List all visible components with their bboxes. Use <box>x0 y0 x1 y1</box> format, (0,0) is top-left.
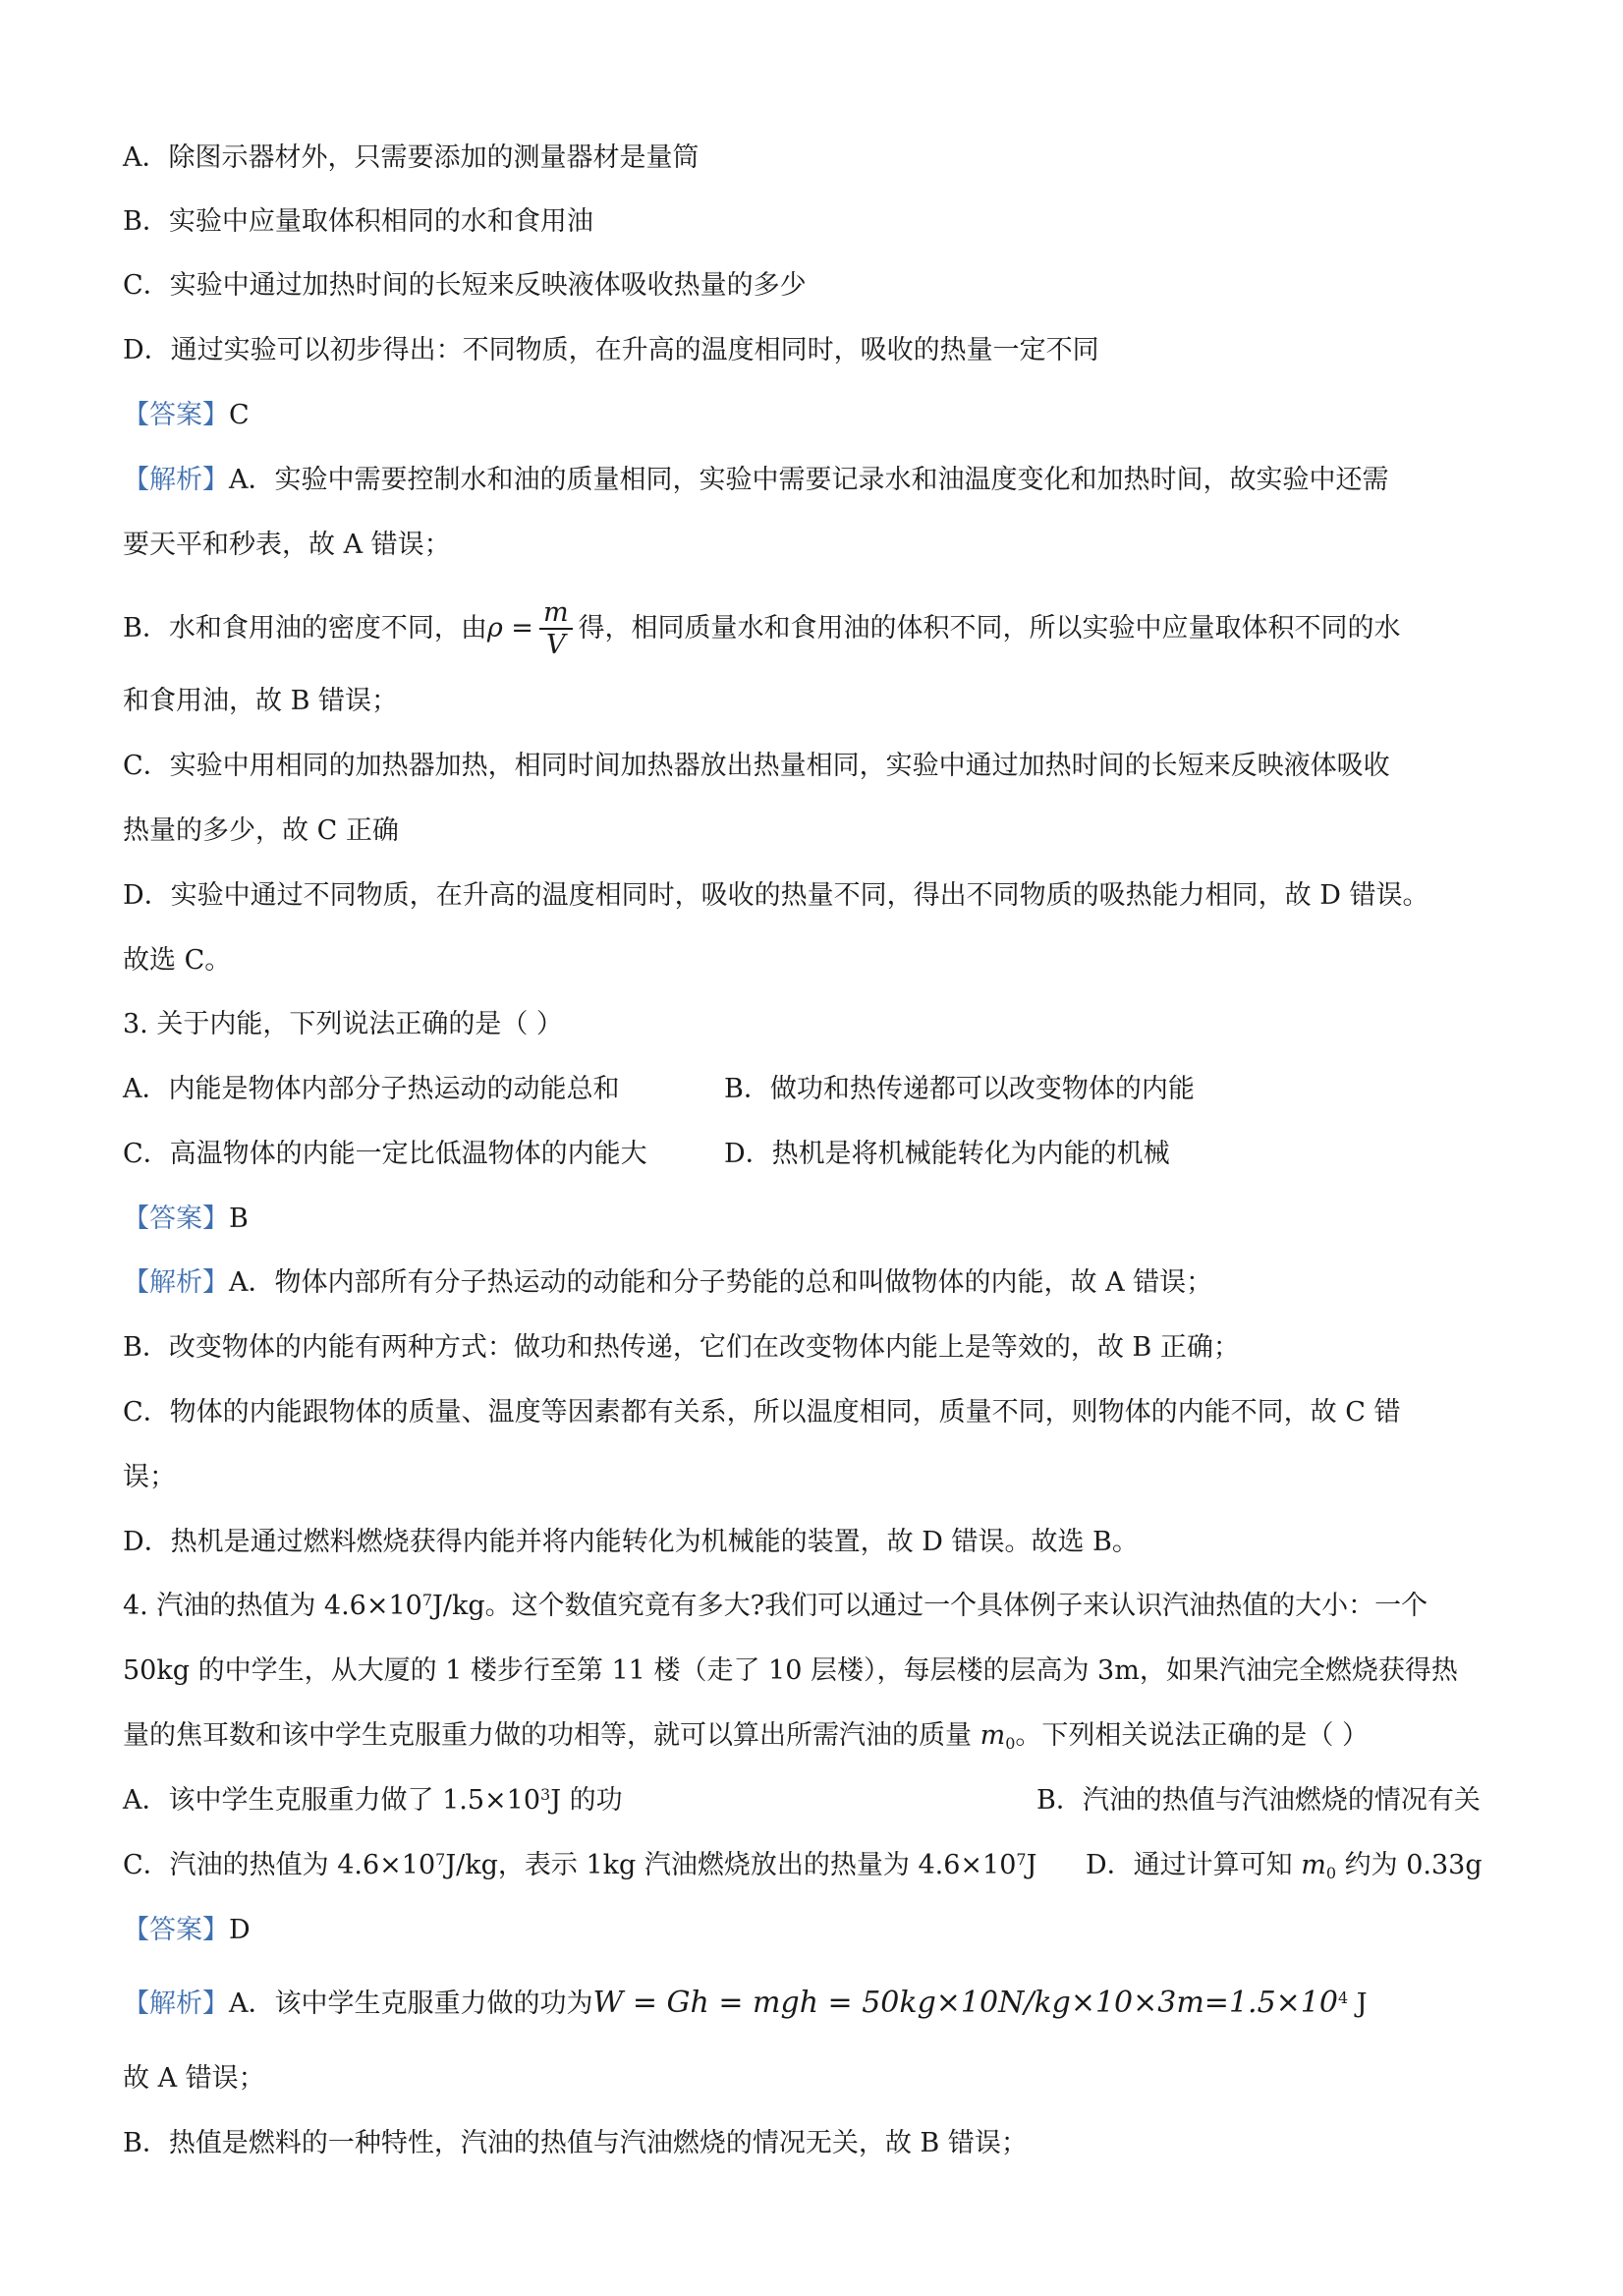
q4-analysis-b: B．热值是燃料的一种特性，汽油的热值与汽油燃烧的情况无关，故 B 错误； <box>123 2128 1028 2158</box>
q2-option-d: D．通过实验可以初步得出：不同物质，在升高的温度相同时，吸收的热量一定不同 <box>123 335 1099 365</box>
analysis-text: A．该中学生克服重力做的功为 <box>229 1988 593 2019</box>
option-text: J 的功 <box>550 1785 623 1816</box>
q4-analysis-a <box>123 1984 1515 2024</box>
analysis-tag: 【解析】 <box>123 1267 229 1298</box>
stem-text: 量的焦耳数和该中学生克服重力做的功相等，就可以算出所需汽油的质量 <box>123 1720 980 1751</box>
q4-stem-line3 <box>123 1716 1515 1756</box>
q3-option-d: D．热机是将机械能转化为内能的机械 <box>724 1139 1170 1169</box>
q2-answer <box>123 396 1515 435</box>
q3-analysis-b: B．改变物体的内能有两种方式：做功和热传递，它们在改变物体内能上是等效的，故 B 正确； <box>123 1332 1240 1363</box>
exponent: 3 <box>540 1785 551 1804</box>
work-formula: W = Gh = mgh = 50kg×10N/kg×10×3m=1.5×10 <box>592 1986 1338 2020</box>
answer-tag: 【答案】 <box>123 1915 229 1945</box>
exponent: 7 <box>1016 1850 1027 1869</box>
q2-analysis-b-cont: 和食用油，故 B 错误； <box>123 686 399 716</box>
q4-stem-line1 <box>123 1587 1515 1626</box>
q4-option-b: B．汽油的热值与汽油燃烧的情况有关 <box>1036 1785 1481 1816</box>
q3-analysis-d: D．热机是通过燃料燃烧获得内能并将内能转化为机械能的装置，故 D 错误。故选 B。 <box>123 1527 1139 1557</box>
option-text: A．该中学生克服重力做了 1.5×10 <box>123 1785 540 1816</box>
q2-option-a: A．除图示器材外，只需要添加的测量器材是量筒 <box>123 142 700 173</box>
q4-option-c <box>123 1850 1036 1880</box>
option-text: 约为 0.33g <box>1336 1850 1483 1880</box>
mass-symbol: m <box>1301 1850 1326 1880</box>
mass-symbol: m <box>979 1720 1006 1751</box>
q2-analysis-d: D．实验中通过不同物质，在升高的温度相同时，吸收的热量不同，得出不同物质的吸热能力相同，故 D 错误。 <box>123 880 1429 911</box>
answer-value: B <box>229 1204 249 1234</box>
q2-analysis-c-cont: 热量的多少，故 C 正确 <box>123 815 399 846</box>
fraction-numerator: m <box>539 598 573 630</box>
q3-stem: 3. 关于内能，下列说法正确的是（ ） <box>123 1009 563 1039</box>
answer-tag: 【答案】 <box>123 1204 229 1234</box>
q4-stem-line2: 50kg 的中学生，从大厦的 1 楼步行至第 11 楼（走了 10 层楼），每层楼的层高为 3m，如果汽油完全燃烧获得热 <box>123 1655 1458 1686</box>
analysis-text: 得，相同质量水和食用油的体积不同，所以实验中应量取体积不同的水 <box>578 613 1401 644</box>
stem-text: J/kg。这个数值究竟有多大?我们可以通过一个具体例子来认识汽油热值的大小：一个 <box>432 1591 1428 1621</box>
q2-option-b: B．实验中应量取体积相同的水和食用油 <box>123 206 593 237</box>
option-text: D．通过计算可知 <box>1086 1850 1302 1880</box>
stem-text: 。下列相关说法正确的是（ ） <box>1015 1720 1369 1751</box>
subscript: 0 <box>1005 1734 1016 1753</box>
analysis-text: B．水和食用油的密度不同，由 <box>123 613 487 644</box>
q3-option-a: A．内能是物体内部分子热运动的动能总和 <box>123 1074 620 1104</box>
q3-options-row2 <box>123 1135 1515 1174</box>
exponent: 7 <box>421 1591 433 1609</box>
density-fraction <box>539 598 573 661</box>
fraction-denominator: V <box>545 629 566 660</box>
answer-value: C <box>229 400 250 430</box>
q4-options-row1 <box>123 1781 1515 1820</box>
rho-symbol: ρ = <box>486 613 533 644</box>
exponent: 4 <box>1337 1988 1349 2007</box>
analysis-text: A．物体内部所有分子热运动的动能和分子势能的总和叫做物体的内能，故 A 错误； <box>229 1267 1213 1298</box>
q2-analysis-b <box>123 597 1515 661</box>
q4-option-d <box>1086 1846 1483 1885</box>
analysis-tag: 【解析】 <box>123 465 229 495</box>
stem-text: 4. 汽油的热值为 4.6×10 <box>123 1591 422 1621</box>
q3-answer <box>123 1200 1515 1239</box>
q4-option-a <box>123 1785 623 1816</box>
q3-analysis-c-cont: 误； <box>123 1462 176 1492</box>
analysis-tag: 【解析】 <box>123 1988 229 2019</box>
q2-analysis-d-cont: 故选 C。 <box>123 945 232 976</box>
q3-option-c: C．高温物体的内能一定比低温物体的内能大 <box>123 1139 647 1169</box>
option-text: J/kg，表示 1kg 汽油燃烧放出的热量为 4.6×10 <box>445 1850 1017 1880</box>
q2-analysis-a-cont: 要天平和秒表，故 A 错误； <box>123 530 451 560</box>
q3-options-row1 <box>123 1070 1515 1109</box>
option-text: J <box>1026 1850 1037 1880</box>
answer-tag: 【答案】 <box>123 400 229 430</box>
option-text: C．汽油的热值为 4.6×10 <box>123 1850 436 1880</box>
q3-analysis-c: C．物体的内能跟物体的质量、温度等因素都有关系，所以温度相同，质量不同，则物体的内能不同，故 C 错 <box>123 1397 1401 1428</box>
exponent: 7 <box>435 1850 446 1869</box>
q2-option-c: C．实验中通过加热时间的长短来反映液体吸收热量的多少 <box>123 270 807 301</box>
subscript: 0 <box>1325 1864 1337 1882</box>
q3-analysis-a <box>123 1263 1515 1303</box>
q4-analysis-a-cont: 故 A 错误； <box>123 2063 265 2094</box>
q2-analysis-a <box>123 461 1515 500</box>
q2-analysis-c: C．实验中用相同的加热器加热，相同时间加热器放出热量相同，实验中通过加热时间的长短来反映液体吸收 <box>123 751 1390 781</box>
answer-value: D <box>229 1915 251 1945</box>
q4-options-row2 <box>123 1846 1515 1885</box>
q3-option-b: B．做功和热传递都可以改变物体的内能 <box>724 1074 1195 1104</box>
q4-answer <box>123 1911 1515 1950</box>
analysis-text: J <box>1348 1988 1368 2019</box>
analysis-text: A．实验中需要控制水和油的质量相同，实验中需要记录水和油温度变化和加热时间，故实验中还需 <box>229 465 1389 495</box>
